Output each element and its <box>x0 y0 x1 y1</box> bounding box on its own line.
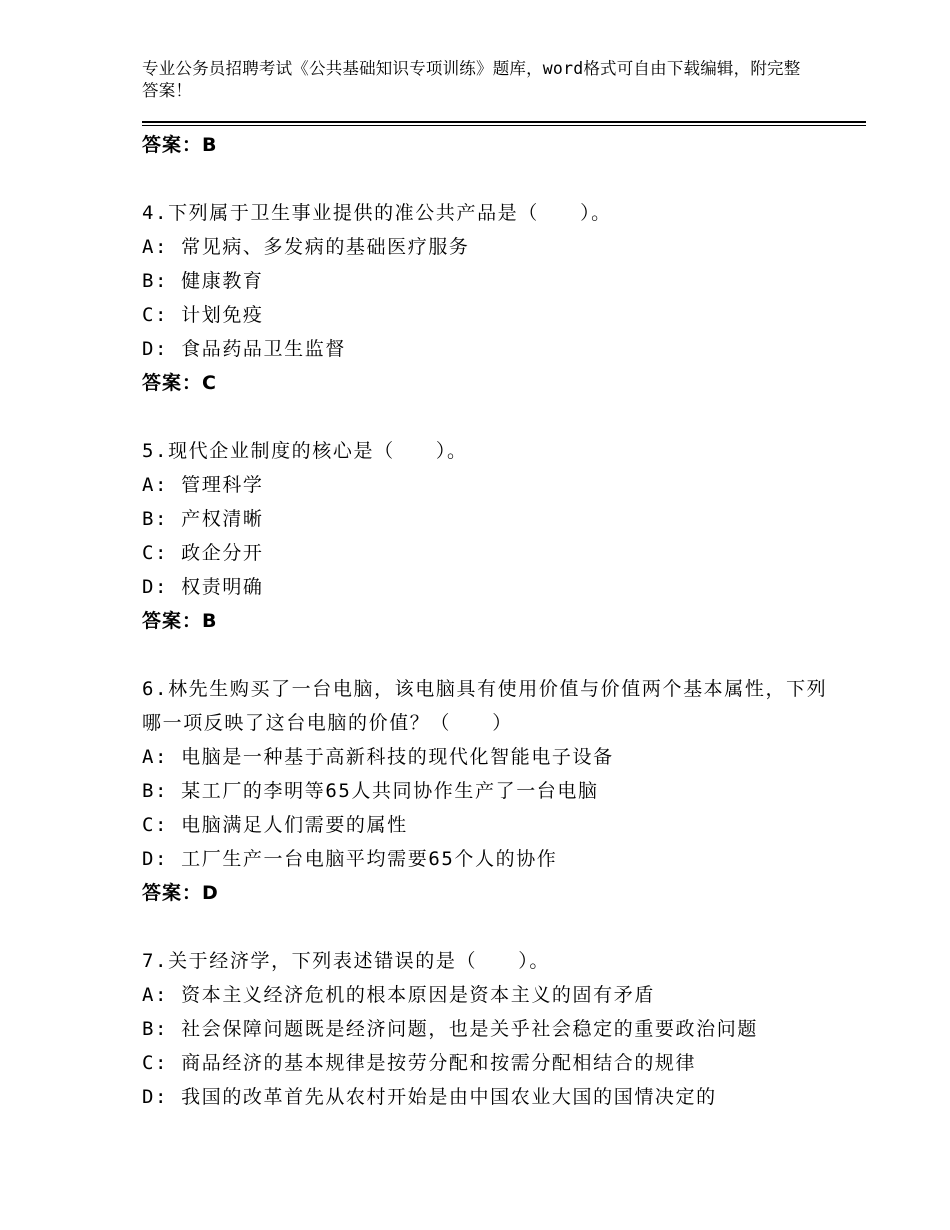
previous-answer: 答案：B <box>142 134 218 156</box>
header-text: 专业公务员招聘考试《公共基础知识专项训练》题库，word格式可自由下载编辑，附完整答案！ <box>142 59 801 100</box>
question-answer: 答案：D <box>142 882 219 904</box>
question-6 <box>142 672 832 910</box>
spacer <box>142 638 832 672</box>
spacer <box>142 400 832 434</box>
option-a: A: 资本主义经济危机的根本原因是资本主义的固有矛盾 <box>142 984 655 1006</box>
option-a: A: 电脑是一种基于高新科技的现代化智能电子设备 <box>142 746 614 768</box>
question-stem: 4.下列属于卫生事业提供的准公共产品是（ ）。 <box>142 202 612 224</box>
option-a: A: 管理科学 <box>142 474 264 496</box>
option-b: B: 产权清晰 <box>142 508 264 530</box>
question-list <box>142 128 832 1114</box>
option-d: D: 我国的改革首先从农村开始是由中国农业大国的国情决定的 <box>142 1086 717 1108</box>
option-c: C: 政企分开 <box>142 542 264 564</box>
spacer <box>142 162 832 196</box>
option-b: B: 社会保障问题既是经济问题，也是关乎社会稳定的重要政治问题 <box>142 1018 758 1040</box>
option-c: C: 商品经济的基本规律是按劳分配和按需分配相结合的规律 <box>142 1052 697 1074</box>
question-stem: 5.现代企业制度的核心是（ ）。 <box>142 440 468 462</box>
option-c: C: 电脑满足人们需要的属性 <box>142 814 408 836</box>
question-7 <box>142 944 832 1114</box>
option-b: B: 健康教育 <box>142 270 264 292</box>
question-stem: 6.林先生购买了一台电脑，该电脑具有使用价值与价值两个基本属性，下列哪一项反映了这台电脑的价值？（ ） <box>142 678 828 734</box>
option-d: D: 食品药品卫生监督 <box>142 338 346 360</box>
question-answer: 答案：C <box>142 372 217 394</box>
question-stem: 7.关于经济学，下列表述错误的是（ ）。 <box>142 950 550 972</box>
option-b: B: 某工厂的李明等65人共同协作生产了一台电脑 <box>142 780 599 802</box>
option-a: A: 常见病、多发病的基础医疗服务 <box>142 236 470 258</box>
spacer <box>142 910 832 944</box>
option-d: D: 工厂生产一台电脑平均需要65个人的协作 <box>142 848 558 870</box>
option-c: C: 计划免疫 <box>142 304 264 326</box>
option-d: D: 权责明确 <box>142 576 264 598</box>
question-4 <box>142 196 832 400</box>
page-header <box>142 58 802 102</box>
header-divider-thin <box>142 125 866 126</box>
question-answer: 答案：B <box>142 610 218 632</box>
header-divider-thick <box>142 121 866 123</box>
question-5 <box>142 434 832 638</box>
